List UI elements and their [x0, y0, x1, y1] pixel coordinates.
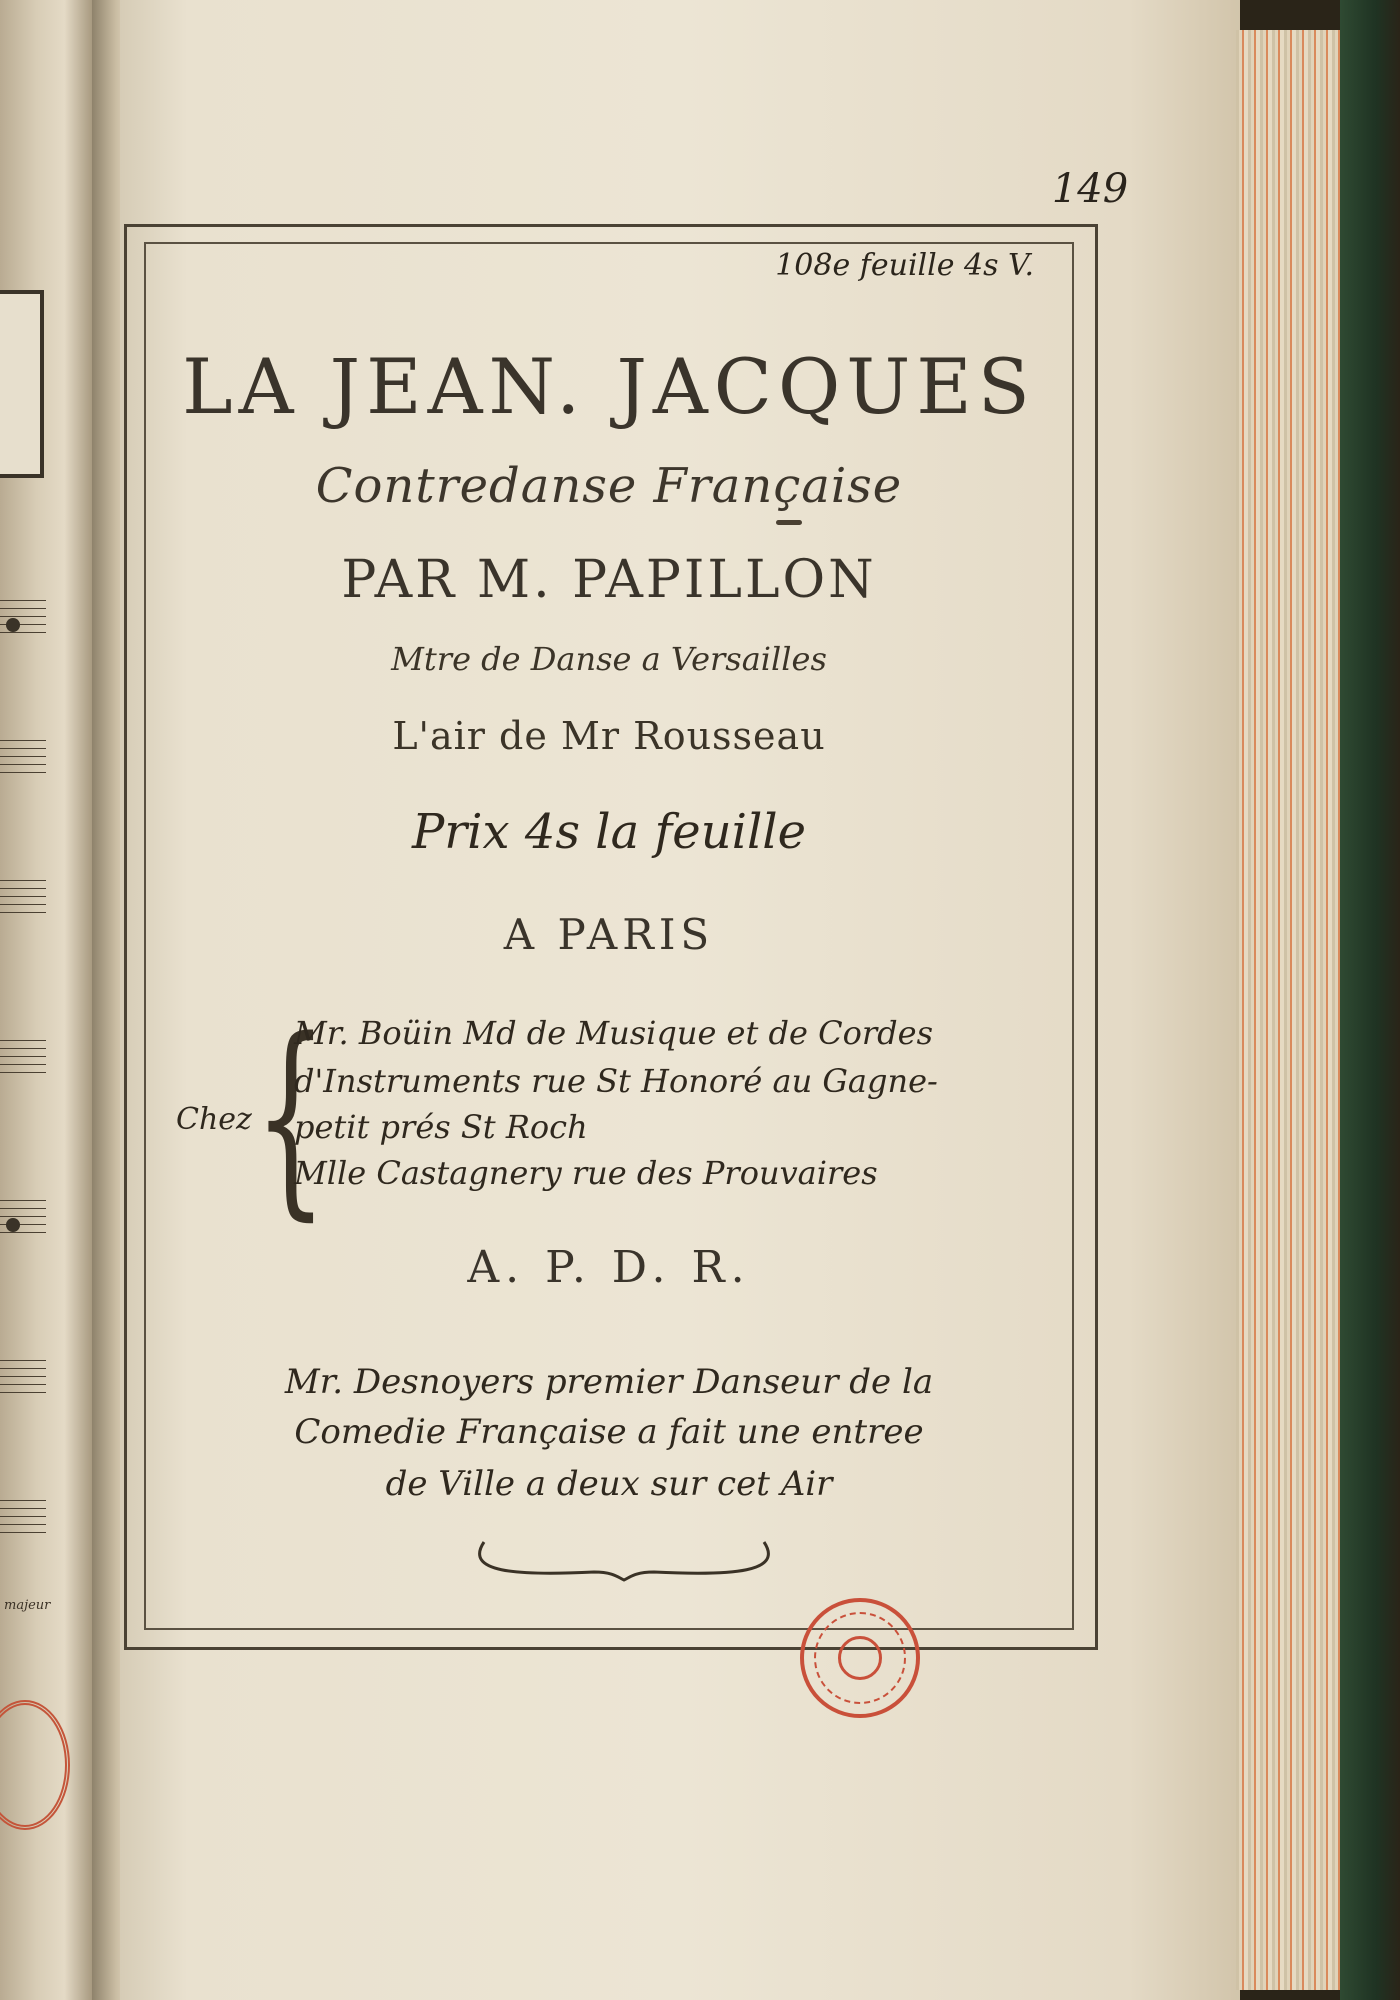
- work-title: LA JEAN. JACQUES: [182, 342, 1036, 431]
- left-page-staff: [0, 1360, 46, 1398]
- title-page-content: [144, 242, 1074, 1626]
- sheet-reference: 108e feuille 4s V.: [775, 248, 1034, 283]
- seller-line: petit prés St Roch: [294, 1108, 588, 1146]
- book-cover-edge: [1340, 0, 1400, 2000]
- performance-note-line: Comedie Française a fait une entree: [294, 1412, 924, 1452]
- folio-number: 149: [1051, 166, 1129, 212]
- left-page-score-box: [0, 290, 44, 478]
- sellers-brace: {: [254, 994, 328, 1239]
- privilege-mark: A. P. D. R.: [467, 1242, 751, 1293]
- author-line: PAR M. PAPILLON: [341, 550, 877, 610]
- left-page-note-head: [6, 1218, 20, 1232]
- sellers-prefix: Chez: [176, 1102, 252, 1137]
- left-page-staff: [0, 1500, 46, 1538]
- left-page-note-head: [6, 618, 20, 632]
- left-page-staff: [0, 880, 46, 918]
- left-page-staff: [0, 1200, 46, 1238]
- seller-line: d'Instruments rue St Honoré au Gagne-: [294, 1062, 938, 1100]
- seller-line: Mr. Boüin Md de Musique et de Cordes: [294, 1014, 933, 1052]
- page-edges: [1236, 30, 1352, 1990]
- closing-flourish: [474, 1532, 774, 1582]
- ink-blot: [776, 520, 802, 525]
- left-page-text-fragment: majeur: [4, 1598, 51, 1613]
- left-page-staff: [0, 600, 46, 638]
- seller-line: Mlle Castagnery rue des Prouvaires: [294, 1154, 878, 1192]
- library-stamp: [800, 1598, 920, 1718]
- performance-note-line: de Ville a deux sur cet Air: [385, 1464, 833, 1504]
- left-page-staff: [0, 740, 46, 778]
- air-attribution: L'air de Mr Rousseau: [392, 714, 826, 758]
- left-page-staff: [0, 1040, 46, 1078]
- work-subtitle: Contredanse Française: [315, 458, 903, 514]
- library-stamp-center: [838, 1636, 882, 1680]
- publication-city: A PARIS: [503, 910, 715, 959]
- left-facing-page: [0, 0, 92, 2000]
- left-page-library-stamp: [0, 1700, 70, 1830]
- performance-note-line: Mr. Desnoyers premier Danseur de la: [284, 1362, 934, 1402]
- price-line: Prix 4s la feuille: [411, 804, 807, 860]
- author-role: Mtre de Danse a Versailles: [391, 640, 827, 678]
